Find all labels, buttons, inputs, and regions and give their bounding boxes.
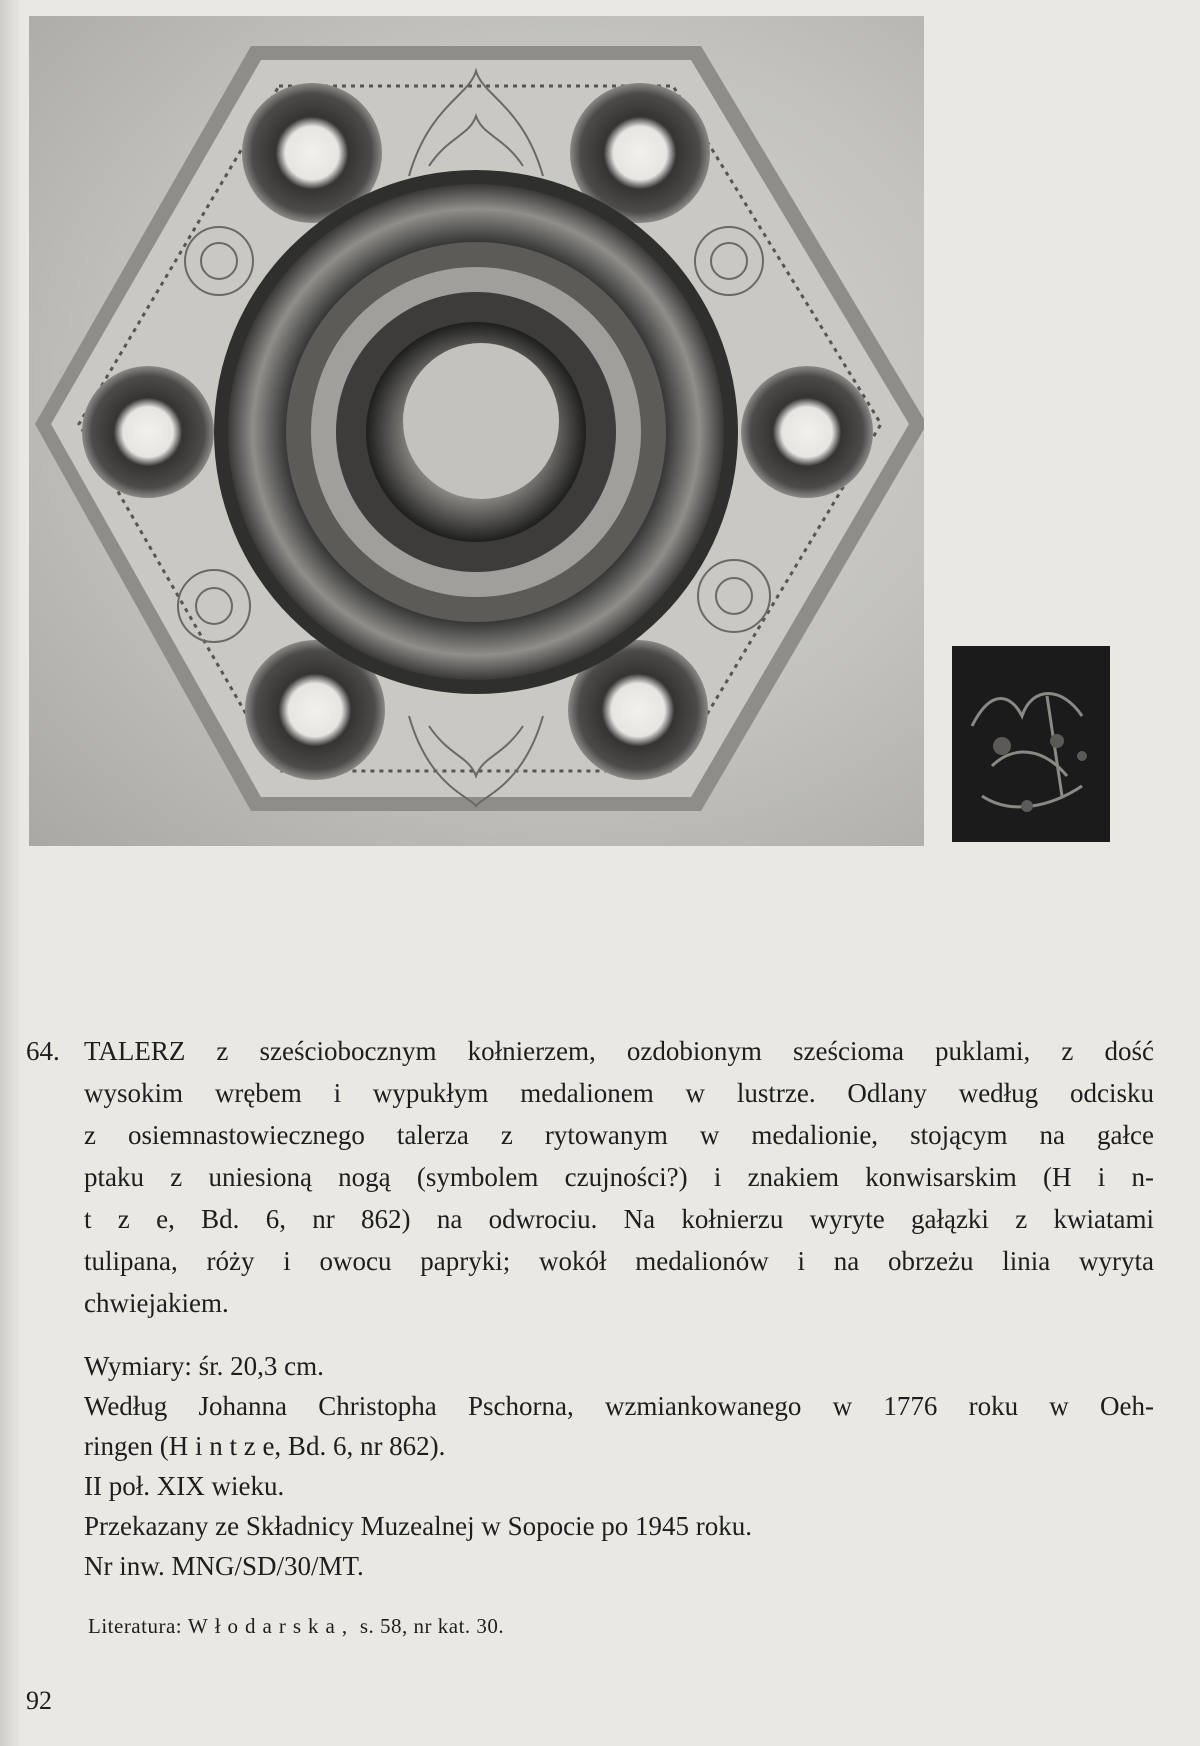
page-edge — [0, 0, 22, 1746]
maker-line: Według Johanna Christopha Pschorna, wzmiankowanego w 1776 roku w Oeh- — [84, 1391, 1154, 1421]
catalogue-entry-details — [84, 1346, 1154, 1586]
description-line: z osiemnastowiecznego talerza z rytowanym w medalionie, stojącym na gałce — [84, 1120, 1154, 1150]
description-line: TALERZ z sześciobocznym kołnierzem, ozdobionym sześcioma puklami, z dość — [84, 1036, 1154, 1066]
dimensions-line: Wymiary: śr. 20,3 cm. — [84, 1351, 324, 1381]
description-line: chwiejakiem. — [84, 1288, 229, 1318]
mark-image — [952, 646, 1110, 842]
provenance-line: Przekazany ze Składnicy Muzealnej w Sopocie po 1945 roku. — [84, 1511, 753, 1541]
description-line: wysokim wrębem i wypukłym medalionem w lustrze. Odlany według odcisku — [84, 1078, 1154, 1108]
inventory-number-line: Nr inw. MNG/SD/30/MT. — [84, 1551, 364, 1581]
literature-author: Włodarska, — [187, 1614, 355, 1638]
plate-photograph — [29, 16, 924, 846]
description-line: ptaku z uniesioną nogą (symbolem czujności?) i znakiem konwisarskim (H i n- — [84, 1162, 1154, 1192]
page-number: 92 — [26, 1686, 52, 1715]
literature-pages: s. 58, nr kat. 30. — [359, 1614, 505, 1638]
literature-reference — [88, 1614, 504, 1639]
description-line: tulipana, róży i owocu papryki; wokół medalionów i na obrzeżu linia wyryta — [84, 1246, 1154, 1276]
pewterer-mark-photograph — [952, 646, 1110, 842]
catalogue-entry-number: 64. — [26, 1036, 60, 1066]
description-line: t z e, Bd. 6, nr 862) na odwrociu. Na kołnierzu wyryte gałązki z kwiatami — [84, 1204, 1154, 1234]
catalogue-entry-description — [84, 1030, 1154, 1324]
maker-line-continued: ringen (H i n t z e, Bd. 6, nr 862). — [84, 1431, 446, 1461]
date-line: II poł. XIX wieku. — [84, 1471, 285, 1501]
hexagonal-plate-image — [29, 16, 924, 846]
literature-label: Literatura: — [88, 1614, 183, 1638]
